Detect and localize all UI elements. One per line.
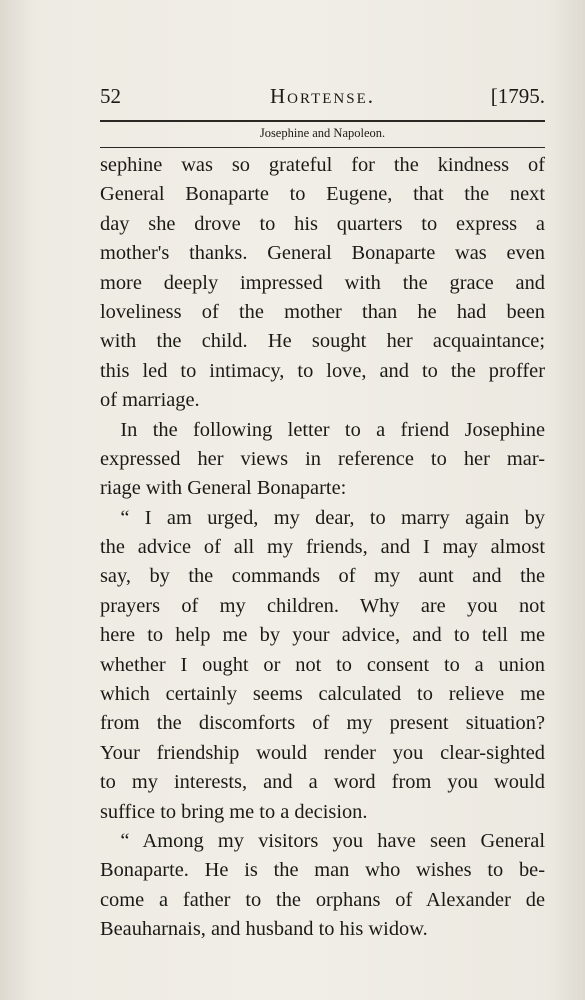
text-line: whether I ought or not to consent to a union: [100, 653, 545, 676]
text-line: day she drove to his quarters to express a: [100, 212, 545, 235]
paragraph: [100, 151, 545, 416]
text-line: sephine was so grateful for the kindness of: [100, 154, 545, 176]
text-line: come a father to the orphans of Alexander de: [100, 888, 545, 911]
text-line: this led to intimacy, to love, and to the proffer: [100, 359, 545, 382]
header-rule: [100, 120, 545, 122]
text-line: say, by the commands of my aunt and the: [100, 565, 545, 588]
paragraph: [100, 504, 545, 827]
text-line: to my interests, and a word from you would: [100, 771, 545, 794]
text-line: “ Among my visitors you have seen General: [120, 829, 545, 852]
text-line: here to help me by your advice, and to tell me: [100, 624, 545, 647]
body-text: [100, 151, 545, 945]
page-header: [100, 84, 545, 116]
year-marker: [1795.: [490, 84, 545, 108]
page-number: 52: [100, 84, 121, 108]
text-line: “ I am urged, my dear, to marry again by: [120, 506, 545, 529]
text-line: In the following letter to a friend Josephine: [120, 418, 545, 441]
running-title: Hortense.: [269, 84, 375, 108]
text-line: loveliness of the mother than he had been: [100, 300, 545, 323]
text-line: Beauharnais, and husband to his widow.: [100, 918, 428, 941]
text-line: suffice to bring me to a decision.: [100, 800, 368, 823]
text-line: General Bonaparte to Eugene, that the next: [100, 183, 545, 206]
text-line: prayers of my children. Why are you not: [100, 594, 545, 617]
text-line: Your friendship would render you clear-sighted: [100, 741, 545, 764]
text-line: the advice of all my friends, and I may almost: [100, 536, 545, 559]
paragraph: [100, 416, 545, 504]
text-line: of marriage.: [100, 389, 200, 412]
subtitle-rule: [100, 147, 545, 148]
text-line: which certainly seems calculated to relieve me: [100, 683, 545, 706]
text-line: expressed her views in reference to her mar-: [100, 447, 545, 470]
section-subtitle: Josephine and Napoleon.: [259, 126, 386, 140]
paragraph: [100, 827, 545, 945]
text-line: with the child. He sought her acquaintance;: [100, 330, 545, 353]
text-line: mother's thanks. General Bonaparte was even: [100, 242, 545, 265]
text-line: riage with General Bonaparte:: [100, 477, 347, 500]
text-line: more deeply impressed with the grace and: [100, 271, 545, 294]
text-line: from the discomforts of my present situation?: [100, 712, 545, 735]
text-line: Bonaparte. He is the man who wishes to be-: [100, 859, 545, 882]
